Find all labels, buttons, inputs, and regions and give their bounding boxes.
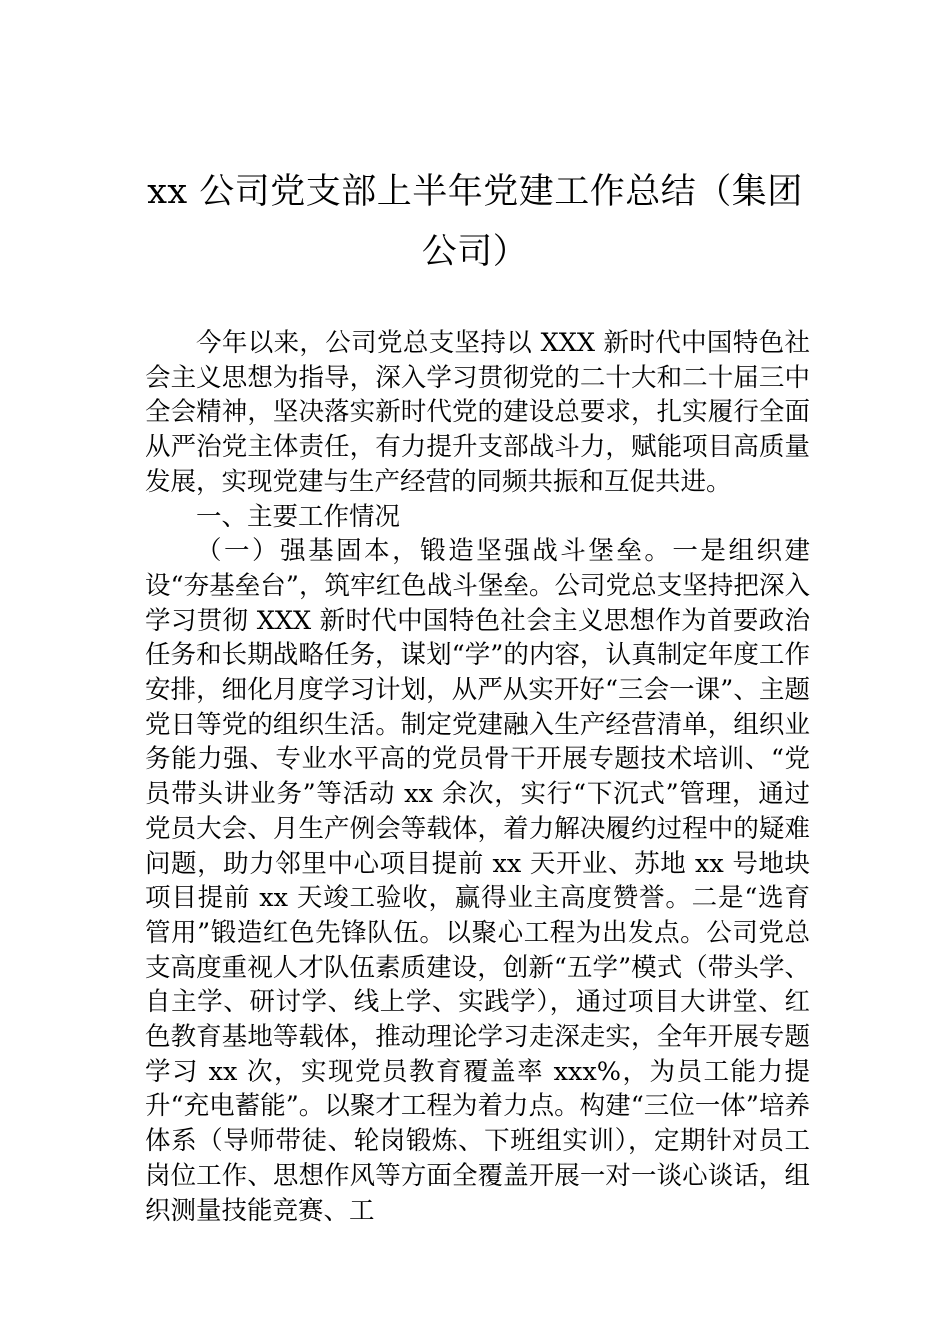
title-line-1: xx 公司党支部上半年党建工作总结（集团 xyxy=(147,172,803,212)
section-paragraph: （一）强基固本，锻造坚强战斗堡垒。一是组织建设“夯基垒台”，筑牢红色战斗堡垒。公司党总支坚持把深入学习贯彻 XXX 新时代中国特色社会主义思想作为首要政治任务和长期战略任务，谋划“学”的内容，认真制定年度工作安排，细化月度学习计划，从严从实开好“三会一课”、主题党日等党的组织生活。制定党建融入生产经营清单，组织业务能力强、专业水平高的党员骨干开展专题技术培训、“党员带头讲业务”等活动 xx 余次，实行“下沉式”管理，通过党员大会、月生产例会等载体，着力解决履约过程中的疑难问题，助力邻里中心项目提前 xx 天开业、苏地 xx 号地块项目提前 xx 天竣工验收，赢得业主高度赞誉。二是“选育管用”锻造红色先锋队伍。以聚心工程为出发点。公司党总支高度重视人才队伍素质建设，创新“五学”模式（带头学、自主学、研讨学、线上学、实践学），通过项目大讲堂、红色教育基地等载体，推动理论学习走深走实，全年开展专题学习 xx 次，实现党员教育覆盖率 xxx%，为员工能力提升“充电蓄能”。以聚才工程为着力点。构建“三位一体”培养体系（导师带徒、轮岗锻炼、下班组实训），定期针对员工岗位工作、思想作风等方面全覆盖开展一对一谈心谈话，组织测量技能竞赛、工 xyxy=(145,536,810,1226)
document-title xyxy=(140,162,810,282)
intro-paragraph: 今年以来，公司党总支坚持以 XXX 新时代中国特色社会主义思想为指导，深入学习贯彻党的二十大和二十届三中全会精神，坚决落实新时代党的建设总要求，扎实履行全面从严治党主体责任，有力提升支部战斗力，赋能项目高质量发展，实现党建与生产经营的同频共振和互促共进。 xyxy=(145,328,810,497)
section-heading: 一、主要工作情况 xyxy=(196,501,401,532)
document-body xyxy=(145,326,810,1228)
title-line-2: 公司） xyxy=(421,232,529,272)
